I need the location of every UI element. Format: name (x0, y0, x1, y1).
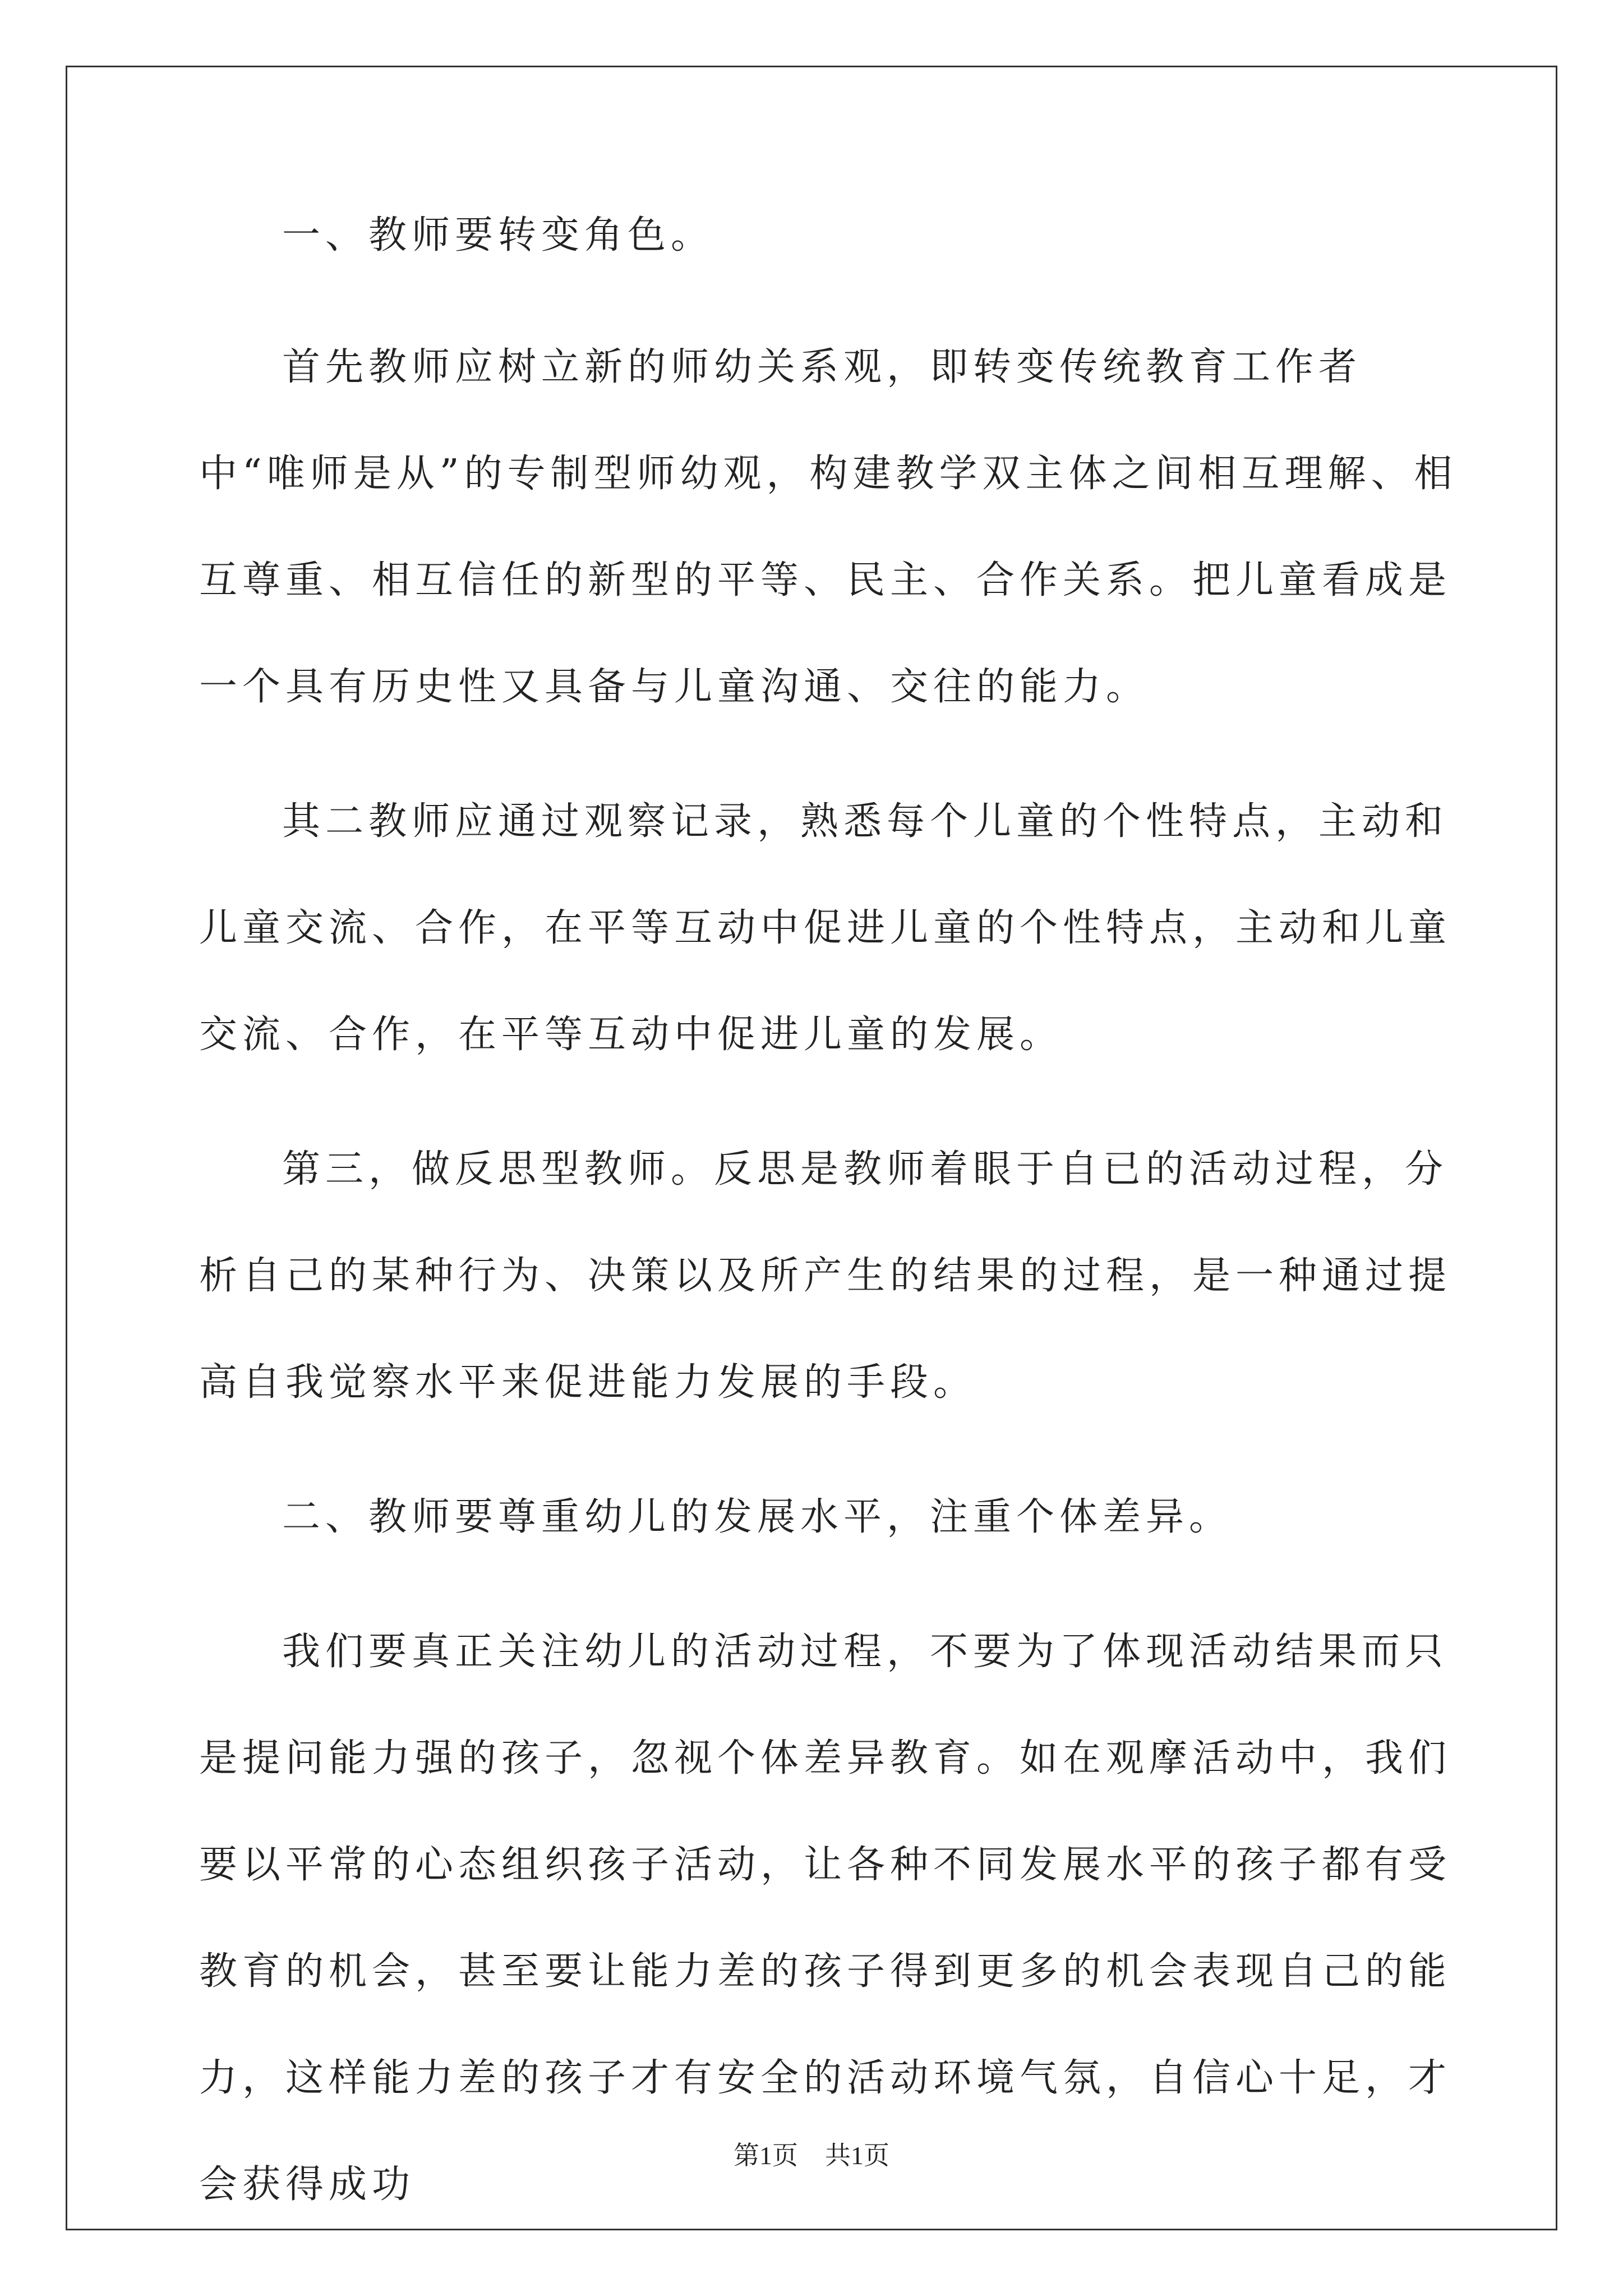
page-footer (0, 2135, 1623, 2172)
paragraph: 首先教师应树立新的师幼关系观，即转变传统教育工作者中“唯师是从”的专制型师幼观，构建教学双主体之间相互理解、相互尊重、相互信任的新型的平等、民主、合作关系。把儿童看成是一个具有历史性又具备与儿童沟通、交往的能力。 (199, 345, 1458, 709)
page-number: 第1页 (734, 2141, 798, 2170)
paragraph-heading-1: 一、教师要转变角色。 (282, 213, 714, 257)
paragraph: 其二教师应通过观察记录，熟悉每个儿童的个性特点，主动和儿童交流、合作，在平等互动中促进儿童的个性特点，主动和儿童交流、合作，在平等互动中促进儿童的发展。 (199, 799, 1452, 1057)
paragraph-heading-2: 二、教师要尊重幼儿的发展水平，注重个体差异。 (282, 1495, 1233, 1539)
document-body (199, 208, 1461, 2266)
paragraph: 第三，做反思型教师。反思是教师着眼于自已的活动过程，分析自己的某种行为、决策以及所产生的结果的过程，是一种通过提高自我觉察水平来促进能力发展的手段。 (199, 1147, 1452, 1405)
page-total: 共1页 (825, 2141, 889, 2170)
paragraph: 我们要真正关注幼儿的活动过程，不要为了体现活动结果而只是提问能力强的孩子，忽视个体差异教育。如在观摩活动中，我们要以平常的心态组织孩子活动，让各种不同发展水平的孩子都有受教育的机会，甚至要让能力差的孩子得到更多的机会表现自己的能力，这样能力差的孩子才有安全的活动环境气氛，自信心十足，才会获得成功 (199, 1630, 1452, 2207)
